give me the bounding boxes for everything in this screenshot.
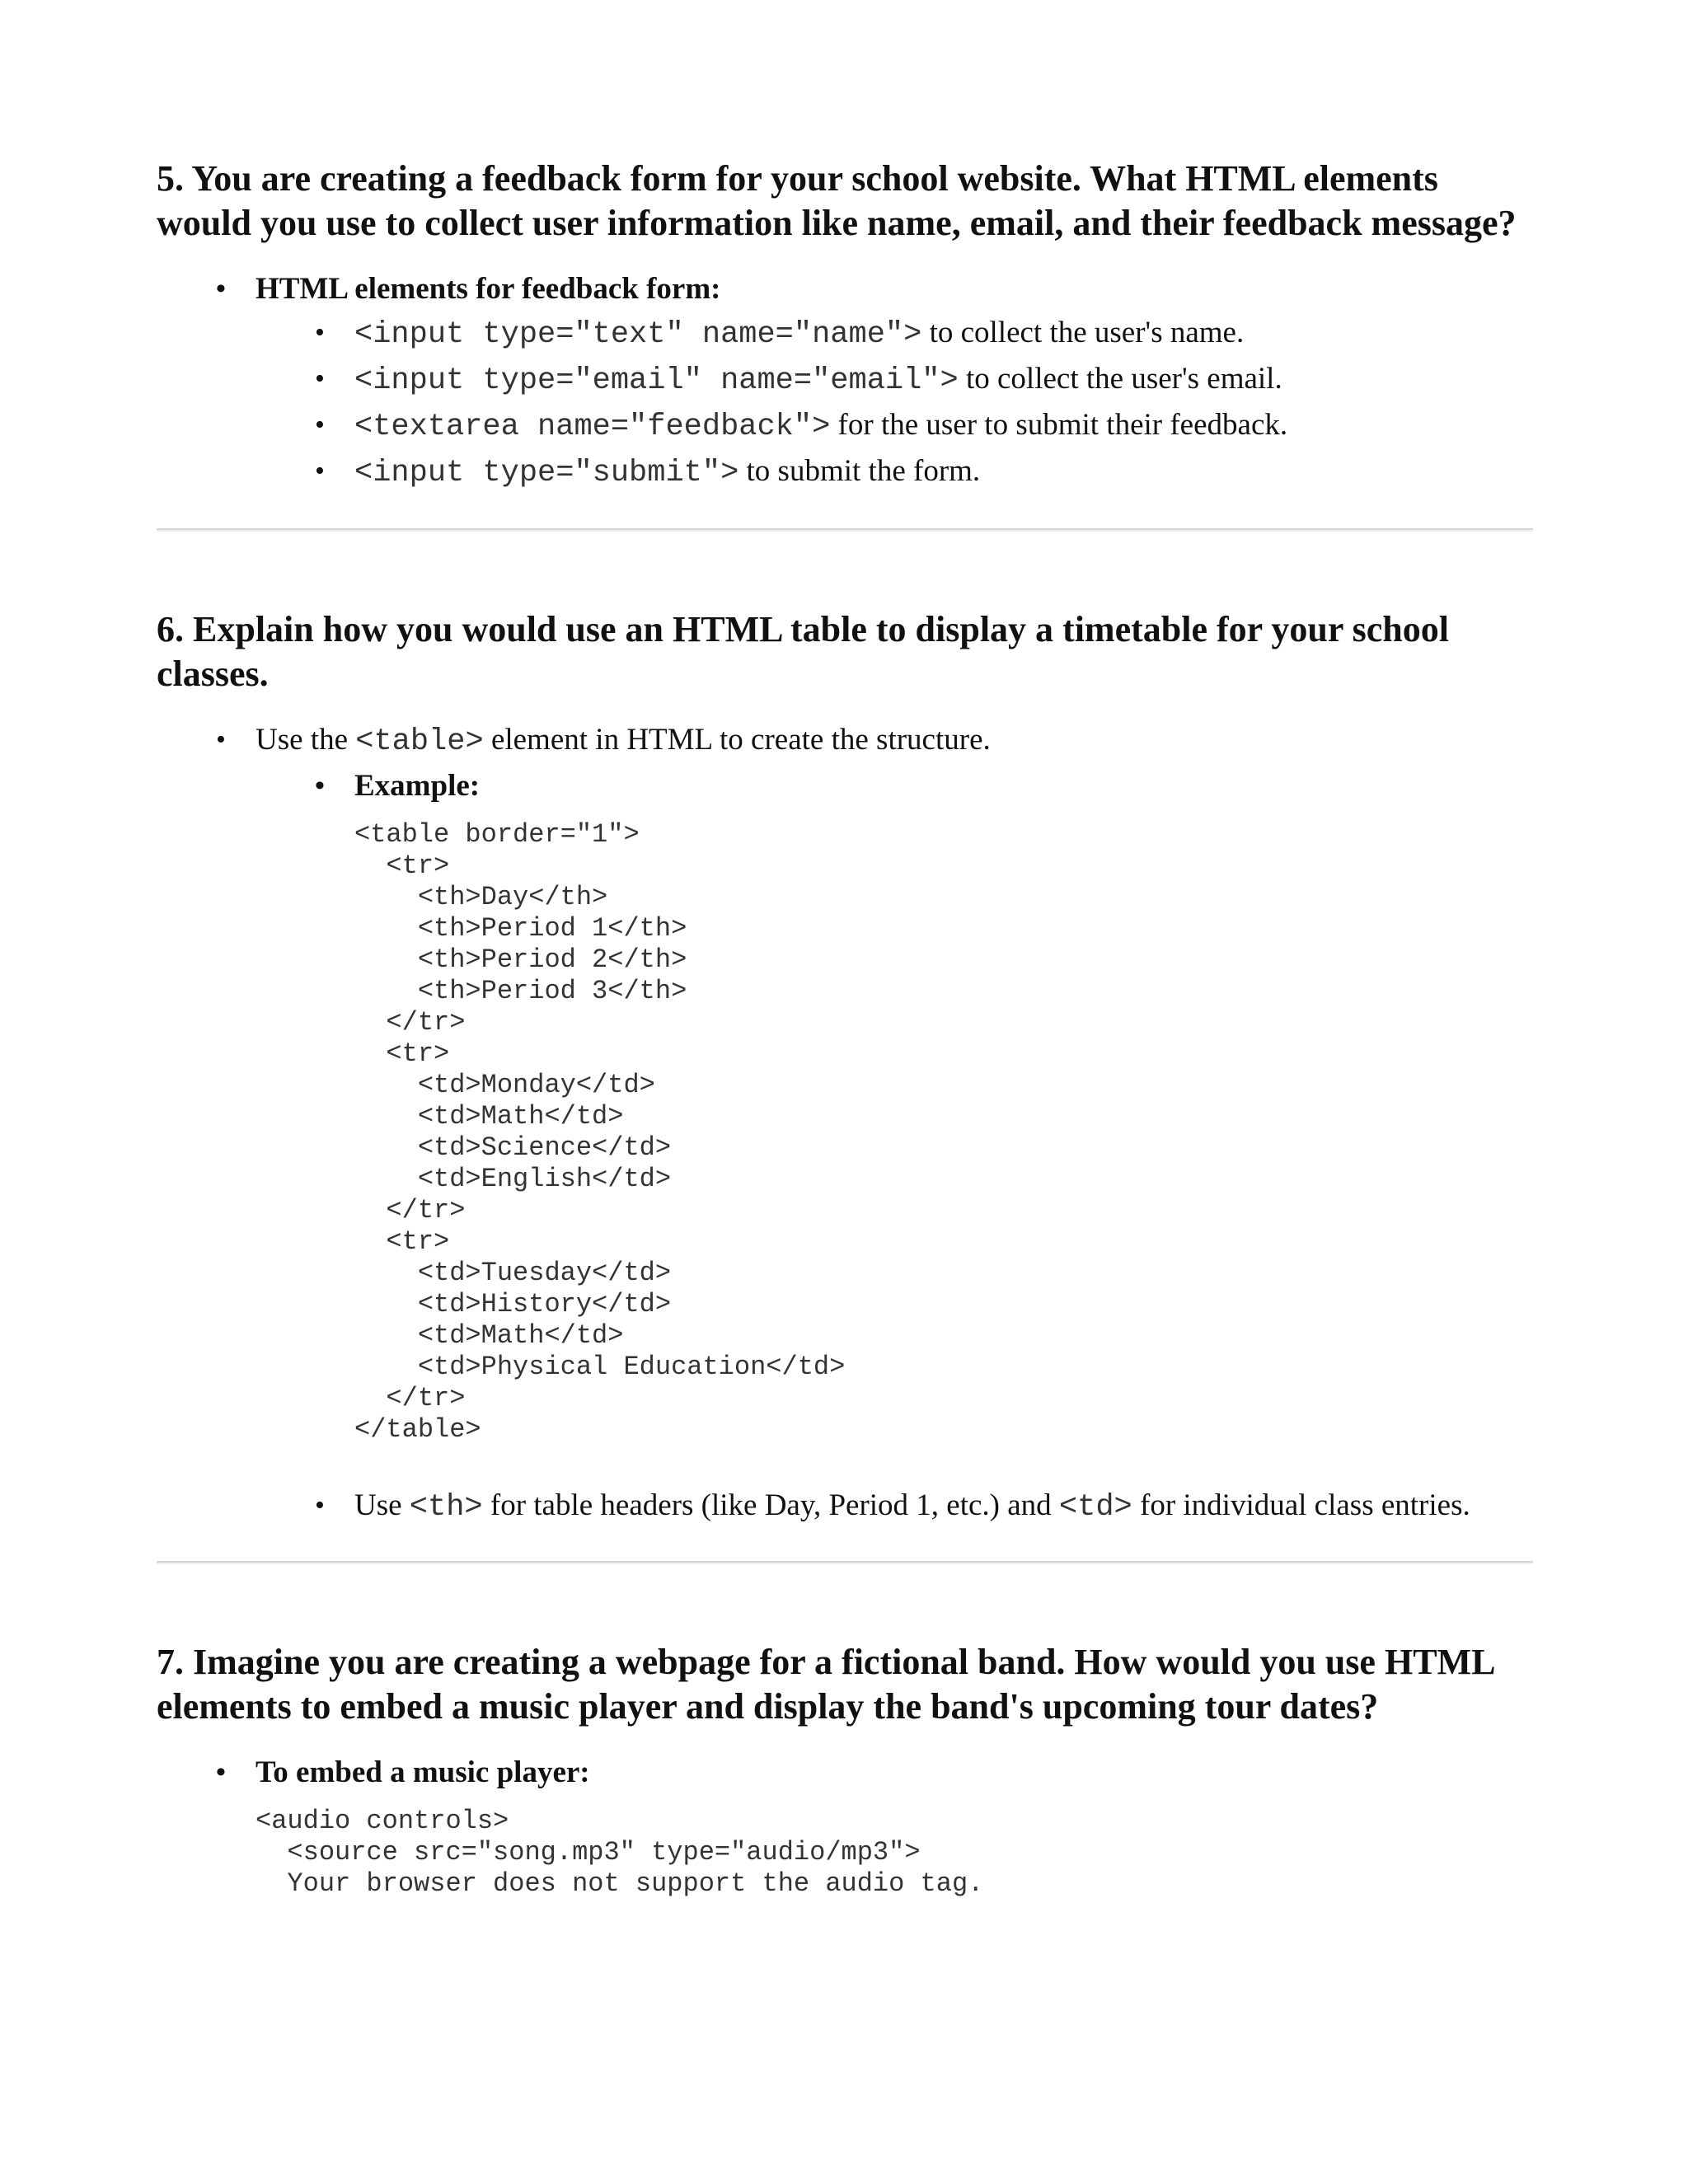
question-5-list [157,267,1533,495]
list-item-text: to submit the form. [738,454,981,488]
question-6-heading: 6. Explain how you would use an HTML table to display a timetable for your school classes. [157,609,1449,694]
list-item-text: to collect the user's name. [921,316,1245,349]
code-inline: <textarea name="feedback"> [354,410,831,444]
code-inline: <input type="submit"> [354,456,739,490]
question-6-list [157,718,1533,808]
question-5-section [157,157,1533,495]
question-6-note-list [157,1483,1533,1530]
list-item-text: for table headers (like Day, Period 1, etc.) and [482,1488,1059,1522]
list-item [157,1483,1533,1530]
list-item-text: element in HTML to create the structure. [483,723,991,757]
code-inline: <td> [1058,1490,1132,1525]
code-block-wrapper [157,819,1533,1446]
question-7-heading: 7. Imagine you are creating a webpage for a fictional band. How would you use HTML elements to embed a music player and display the band's upcoming tour dates? [157,1642,1493,1727]
list-item-text: for the user to submit their feedback. [830,408,1288,442]
list-item-text: to collect the user's email. [958,362,1282,396]
code-inline: <input type="email" name="email"> [354,363,959,398]
audio-code-block: <audio controls> <source src="song.mp3" type="audio/mp3"> Your browser does not support the audio tag. [256,1806,984,1899]
question-7-section [157,1640,1533,1900]
list-item [157,449,1533,495]
list-item [157,357,1533,403]
section-divider [157,528,1533,532]
question-6-section [157,607,1533,1530]
code-inline: <th> [409,1490,483,1525]
table-code-block: <table border="1"> <tr> <th>Day</th> <th>Period 1</th> <th>Period 2</th> <th>Period 3</th> </tr> <tr> <td>Monday</td> <td>Math</td> <td>Science</td> <td>English</td> </tr> <tr> <td>Tuesday</td> <td>History</td> <td>Math</td> <td>Physical Education</td> </tr> </table> [354,819,846,1445]
section-divider [157,1561,1533,1564]
list-item [157,311,1533,357]
list-item [157,403,1533,449]
question-7-list [157,1750,1533,1794]
list-item-text: Use the [256,723,356,757]
feedback-form-elements-label: • HTML elements for feedback form: [157,267,1533,311]
example-label: • Example: [157,764,1533,808]
code-inline: <table> [355,724,484,759]
document-page [157,157,1533,1900]
list-item-text: for individual class entries. [1132,1488,1470,1522]
music-player-label: • To embed a music player: [157,1750,1533,1794]
list-item [157,718,1533,764]
code-block-wrapper [157,1806,1533,1900]
list-item-text: Use [354,1488,410,1522]
question-5-heading: 5. You are creating a feedback form for your school website. What HTML elements would you use to collect user information like name, email, and their feedback message? [157,158,1517,243]
code-inline: <input type="text" name="name"> [354,317,922,352]
